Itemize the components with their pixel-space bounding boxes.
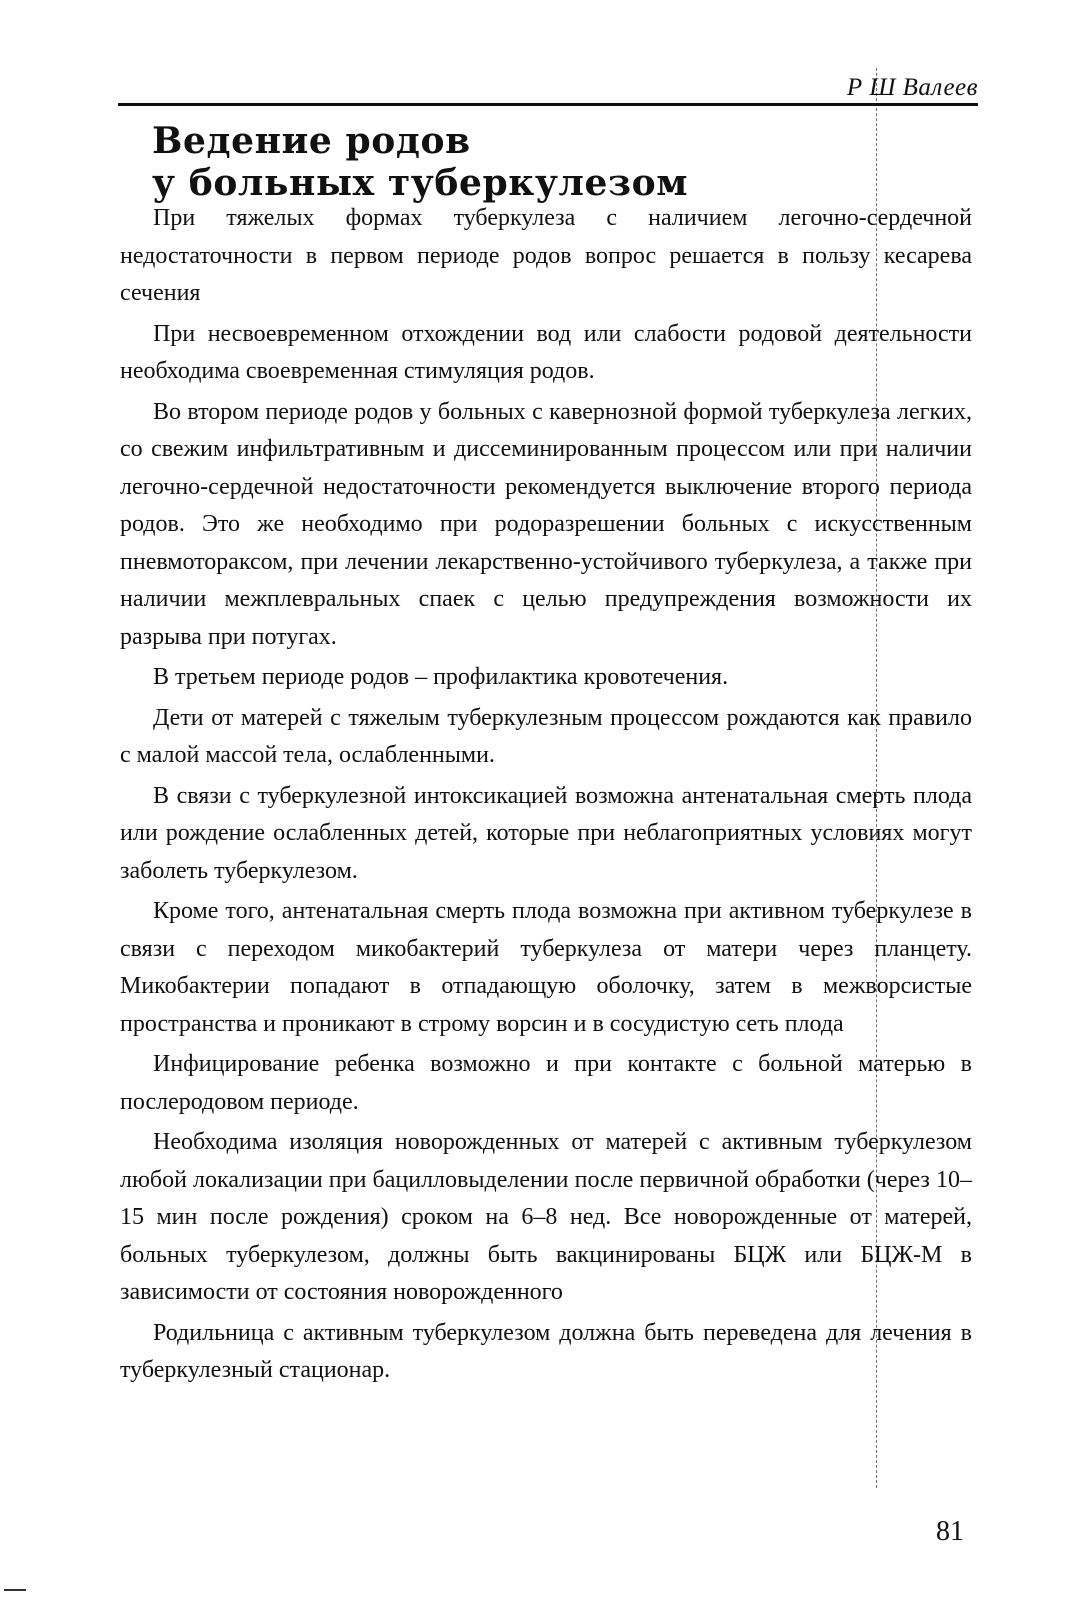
paragraph-3: Во втором периоде родов у больных с кавернозной формой туберкулеза легких, со свежим инфильтративным и диссеминированным процессом или при наличии легочно-сердечной недостаточности рекомендуется выключение второго периода родов. Это же необходимо при родоразрешении больных с искусственным пневмотораксом, при лечении лекарственно-устойчивого туберкулеза, а также при наличии межплевральных спаек с целью предупреждения возможности их разрыва при потугах.: [120, 398, 972, 650]
paragraph-9: Необходима изоляция новорожденных от матерей с активным туберкулезом любой локализации при бацилловыделении после первичной обработки (через 10–15 мин после рождения) сроком на 6–8 нед. Все новорожденные от матерей, больных туберкулезом, должны быть вакцинированы БЦЖ или БЦЖ-М в зависимости от состояния новорожденного: [120, 1129, 972, 1305]
paragraph-7: Кроме того, антенатальная смерть плода возможна при активном туберкулезе в связи с переходом микобактерий туберкулеза от матери через планцету. Микобактерии попадают в отпадающую оболочку, затем в межворсистые пространства и проникают в строму ворсин и в сосудистую сеть плода: [120, 898, 972, 1037]
running-header: Р Ш Валеев: [846, 74, 978, 101]
page-number: 81: [936, 1516, 964, 1547]
header-rule: [118, 103, 978, 106]
paragraph-4: В третьем периоде родов – профилактика кровотечения.: [153, 664, 729, 690]
section-heading-line-2: у больных туберкулезом: [152, 162, 689, 204]
paragraph-1: При тяжелых формах туберкулеза с наличием легочно-сердечной недостаточности в первом периоде родов вопрос решается в пользу кесарева сечения: [120, 205, 972, 306]
paragraph-8: Инфицирование ребенка возможно и при контакте с больной матерью в послеродовом периоде.: [120, 1051, 972, 1115]
body-text: [120, 200, 972, 1393]
paragraph-5: Дети от матерей с тяжелым туберкулезным процессом рождаются как правило с малой массой тела, ослабленными.: [120, 704, 972, 768]
paragraph-2: При несвоевременном отхождении вод или слабости родовой деятельности необходима своевременная стимуляция родов.: [120, 320, 972, 384]
section-heading-line-1: Ведение родов: [152, 120, 471, 162]
scan-corner-mark: [4, 1585, 26, 1591]
section-heading: [152, 120, 688, 204]
paragraph-10: Родильница с активным туберкулезом должна быть переведена для лечения в туберкулезный стационар.: [120, 1319, 972, 1383]
paragraph-6: В связи с туберкулезной интоксикацией возможна антенатальная смерть плода или рождение ослабленных детей, которые при неблагоприятных условиях могут заболеть туберкулезом.: [120, 782, 972, 884]
